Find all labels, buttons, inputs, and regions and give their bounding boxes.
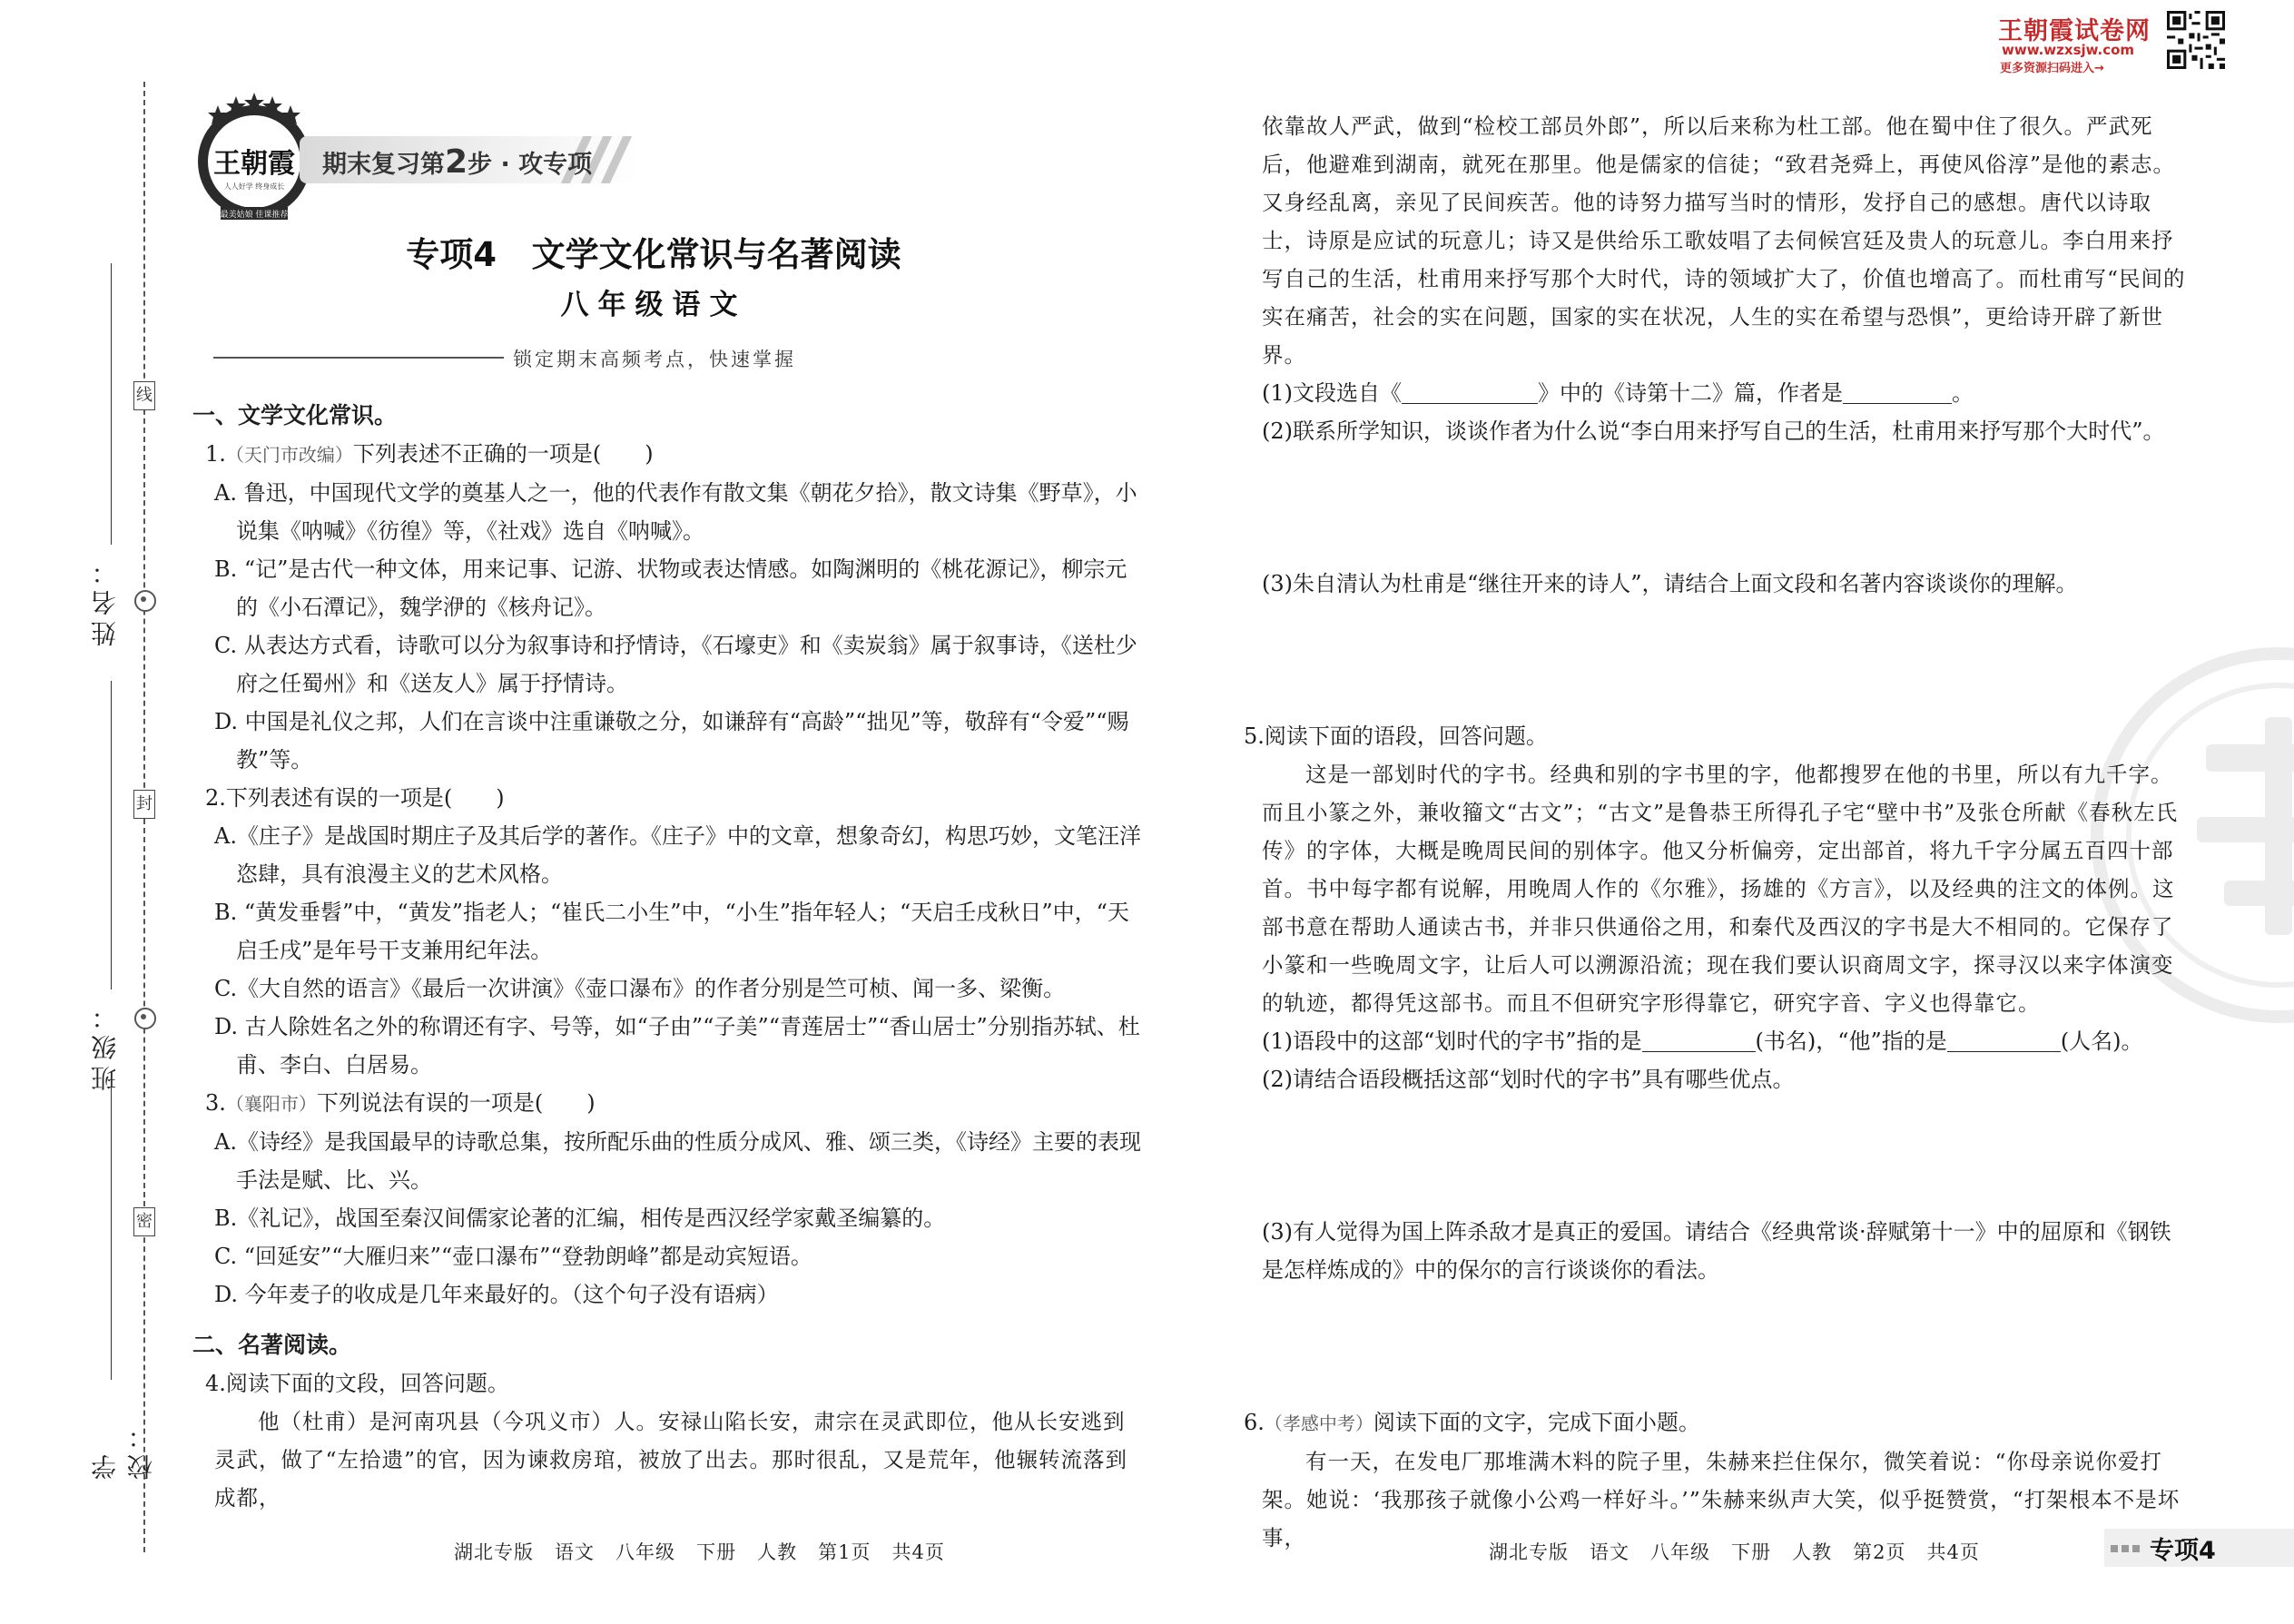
question-text: 阅读下面的语段，回答问题。 xyxy=(1264,723,1548,749)
question-text: 下列表述有误的一项是( ) xyxy=(225,785,505,811)
q1-option-b: B. “记”是古代一种文体，用来记事、记游、状物或表达情感。如陶渊明的《桃花源记》，柳宗元的《小石潭记》，魏学洢的《核舟记》。 xyxy=(214,556,1127,620)
question-source: （天门市改编） xyxy=(225,444,353,466)
q5-passage: 这是一部划时代的字书。经典和别的字书里的字，他都搜罗在他的书里，所以有九千字。而且小篆之外，兼收籀文“古文”；“古文”是鲁恭王所得孔子宅“壁中书”及张仓所献《春秋左氏传》的字体，大概是晚周民间的别体字。他又分析偏旁，定出部首，将九千字分属五百四十部首。书中每字都有说解，用晚周人作的《尔雅》，扬雄的《方言》，以及经典的注文的体例。这部书意在帮助人通读古书，并非只供通俗之用，和秦代及西汉的字书是大不相同的。它保存了小篆和一些晚周文字，让后人可以溯源沿流；现在我们要认识商周文字，探寻汉以来字体演变的轨迹，都得凭这部书。而且不但研究字形得靠它，研究字音、字义也得靠它。 xyxy=(1262,762,2179,1016)
site-url[interactable]: www.wzxsjw.com xyxy=(2002,42,2135,58)
q3-option-d: D. 今年麦子的收成是几年来最好的。（这个句子没有语病） xyxy=(214,1282,779,1307)
question-source: （襄阳市） xyxy=(225,1093,317,1115)
q1-option-d: D. 中国是礼仪之邦，人们在言谈中注重谦敬之分，如谦辞有“高龄”“拙见”等，敬辞有“令爱”“赐教”等。 xyxy=(214,709,1129,773)
question-5-stem xyxy=(1244,717,2188,755)
q5-book-blank[interactable] xyxy=(1642,1051,1756,1052)
question-text: 下列表述不正确的一项是( ) xyxy=(352,441,654,467)
name-field-label: 姓名： xyxy=(90,554,120,646)
section-heading-1: 一、文学文化常识。 xyxy=(192,402,398,428)
slogan-divider xyxy=(213,357,504,359)
class-field[interactable] xyxy=(82,681,136,1117)
q4-sub2-answer-space[interactable] xyxy=(1262,450,2188,565)
class-field-line xyxy=(111,681,112,989)
brand-logo-text: 王朝霞 xyxy=(213,148,295,180)
q2-option-a: A.《庄子》是战国时期庄子及其后学的著作。《庄子》中的文章，想象奇幻，构思巧妙，文笔汪洋恣肆，具有浪漫主义的艺术风格。 xyxy=(214,823,1141,887)
q4-subquestion-3: (3)朱自清认为杜甫是“继往开来的诗人”，请结合上面文段和名著内容谈谈你的理解。 xyxy=(1262,571,2078,596)
school-field[interactable] xyxy=(82,1080,156,1480)
page-title: 专项4 文学文化常识与名著阅读 xyxy=(406,235,901,274)
q4-author-blank[interactable] xyxy=(1843,403,1952,404)
name-field[interactable] xyxy=(82,263,136,663)
footer-right: 湖北专版 语文 八年级 下册 人教 第2页 共4页 xyxy=(1489,1541,1980,1563)
q5-subquestion-2: (2)请结合语段概括这部“划时代的字书”具有哪些优点。 xyxy=(1262,1067,1795,1092)
question-text: 阅读下面的文段，回答问题。 xyxy=(225,1371,509,1396)
question-3-stem xyxy=(192,1084,1141,1123)
brand-logo-seal-2: 最美姑娘 佳课推荐 xyxy=(220,211,289,220)
q1-option-c: C. 从表达方式看，诗歌可以分为叙事诗和抒情诗，《石壕吏》和《卖炭翁》属于叙事诗，《送杜少府之任蜀州》和《送友人》属于抒情诗。 xyxy=(214,633,1137,696)
page-subtitle: 八年级语文 xyxy=(560,289,747,321)
q4-subquestion-2: (2)联系所学知识，谈谈作者为什么说“李白用来抒写自己的生活，杜甫用来抒写那个大时代”。 xyxy=(1262,418,2165,444)
question-number: 2. xyxy=(205,785,226,811)
site-logo-text: 王朝霞试卷网 xyxy=(1998,17,2151,45)
question-6-stem xyxy=(1244,1403,2188,1442)
q5-sub2-answer-space[interactable] xyxy=(1262,1098,2188,1213)
q5-sub1-text-b: (书名)，“他”指的是 xyxy=(1755,1029,1947,1054)
binding-knot-icon xyxy=(134,1008,156,1029)
q1-option-a: A. 鲁迅，中国现代文学的奠基人之一，他的代表作有散文集《朝花夕拾》，散文诗集《野草》，小说集《呐喊》《彷徨》等，《社戏》选自《呐喊》。 xyxy=(214,480,1137,544)
binding-char-feng: 封 xyxy=(133,790,155,819)
q5-sub3-answer-space[interactable] xyxy=(1262,1289,2188,1403)
q4-book-blank[interactable] xyxy=(1402,403,1538,404)
q6-passage: 有一天，在发电厂那堆满木料的院子里，朱赫来拦住保尔，微笑着说：“你母亲说你爱打架。她说：‘我那孩子就像小公鸡一样好斗。’”朱赫来纵声大笑，似乎挺赞赏，“打架根本不是坏事， xyxy=(1262,1449,2181,1550)
q2-option-b: B. “黄发垂髫”中，“黄发”指老人；“崔氏二小生”中，“小生”指年轻人；“天启壬戌秋日”中，“天启壬戌”是年号干支兼用纪年法。 xyxy=(214,900,1129,963)
q4-sub3-answer-space[interactable] xyxy=(1262,603,2188,717)
q2-option-d: D. 古人除姓名之外的称谓还有字、号等，如“子由”“子美”“青莲居士”“香山居士”分别指苏轼、杜甫、李白、白居易。 xyxy=(214,1014,1140,1078)
brand-logo-seal-1: 人人好学 终身成长 xyxy=(223,182,285,191)
q5-sub1-text-a: (1)语段中的这部“划时代的字书”指的是 xyxy=(1262,1029,1642,1054)
q3-option-a: A.《诗经》是我国最早的诗歌总集，按所配乐曲的性质分成风、雅、颂三类，《诗经》主要的表现手法是赋、比、兴。 xyxy=(214,1129,1141,1193)
corner-label: 专项4 xyxy=(2150,1537,2216,1565)
question-2-stem xyxy=(192,779,1141,817)
question-number: 6. xyxy=(1244,1410,1265,1435)
question-4-stem xyxy=(192,1364,1141,1403)
header-prefix: 期末复习第 xyxy=(322,151,445,179)
left-column xyxy=(192,397,1141,1517)
question-text: 阅读下面的文字，完成下面小题。 xyxy=(1373,1410,1700,1435)
q4-subquestion-1 xyxy=(1262,374,2188,412)
binding-margin xyxy=(82,82,191,1552)
school-field-line xyxy=(111,1080,112,1380)
question-number: 3. xyxy=(205,1090,226,1116)
site-tip: 更多资源扫码进入→ xyxy=(2000,62,2104,75)
section-heading-2: 二、名著阅读。 xyxy=(192,1332,352,1358)
class-field-label: 班级： xyxy=(90,999,120,1091)
step-header-text xyxy=(322,143,592,181)
slogan-text: 锁定期末高频考点，快速掌握 xyxy=(513,349,796,370)
q4-passage-start: 他（杜甫）是河南巩县（今巩义市）人。安禄山陷长安，肃宗在灵武即位，他从长安逃到灵武，做了“左拾遗”的官，因为谏救房琯，被放了出去。那时很乱，又是荒年，他辗转流落到成都， xyxy=(214,1409,1128,1511)
q5-subquestion-1 xyxy=(1262,1022,2188,1060)
q3-option-c: C. “回延安”“大雁归来”“壶口瀑布”“登勃朗峰”都是动宾短语。 xyxy=(214,1244,812,1269)
binding-char-xian: 线 xyxy=(133,381,155,410)
question-source: （孝感中考） xyxy=(1264,1412,1373,1434)
q4-sub1-text-b: 》中的《诗第十二》篇，作者是 xyxy=(1538,380,1843,406)
right-column xyxy=(1244,107,2188,1557)
q2-option-c: C.《大自然的语言》《最后一次讲演》《壶口瀑布》的作者分别是竺可桢、闻一多、梁衡。 xyxy=(214,976,1066,1001)
q4-sub1-text-a: (1)文段选自《 xyxy=(1262,380,1402,406)
header-suffix: 步 · 攻专项 xyxy=(468,151,593,179)
corner-squares-icon xyxy=(2111,1539,2143,1556)
q4-passage-continued: 依靠故人严武，做到“检校工部员外郎”，所以后来称为杜工部。他在蜀中住了很久。严武死后，他避难到湖南，就死在那里。他是儒家的信徒；“致君尧舜上，再使风俗淳”是他的素志。又身经乱离，亲见了民间疾苦。他的诗努力描写当时的情形，发抒自己的感想。唐代以诗取士，诗原是应试的玩意儿；诗又是供给乐工歌妓唱了去伺候宫廷及贵人的玩意儿。李白用来抒写自己的生活，杜甫用来抒写那个大时代，诗的领域扩大了，价值也增高了。而杜甫写“民间的实在痛苦，社会的实在问题，国家的实在状况，人生的实在希望与恐惧”，更给诗开辟了新世界。 xyxy=(1262,113,2186,368)
q5-subquestion-3: (3)有人觉得为国上阵杀敌才是真正的爱国。请结合《经典常谈·辞赋第十一》中的屈原和《钢铁是怎样炼成的》中的保尔的言行谈谈你的看法。 xyxy=(1262,1219,2171,1283)
question-number: 5. xyxy=(1244,723,1265,749)
q3-option-b: B.《礼记》，战国至秦汉间儒家论著的汇编，相传是西汉经学家戴圣编纂的。 xyxy=(214,1206,946,1231)
binding-char-mi: 密 xyxy=(133,1207,155,1236)
school-field-label: 学校： xyxy=(90,1418,156,1480)
qr-code-icon[interactable] xyxy=(2167,11,2225,69)
q5-person-blank[interactable] xyxy=(1947,1051,2061,1052)
question-text: 下列说法有误的一项是( ) xyxy=(316,1090,596,1116)
q4-sub1-text-c: 。 xyxy=(1952,380,1974,406)
header-step-number: 2 xyxy=(445,143,468,181)
question-number: 4. xyxy=(205,1371,226,1396)
name-field-line xyxy=(111,263,112,545)
footer-left: 湖北专版 语文 八年级 下册 人教 第1页 共4页 xyxy=(454,1541,945,1563)
question-1-stem xyxy=(192,435,1141,474)
question-number: 1. xyxy=(205,441,226,467)
binding-knot-icon xyxy=(134,590,156,612)
q5-sub1-text-c: (人名)。 xyxy=(2060,1029,2143,1054)
